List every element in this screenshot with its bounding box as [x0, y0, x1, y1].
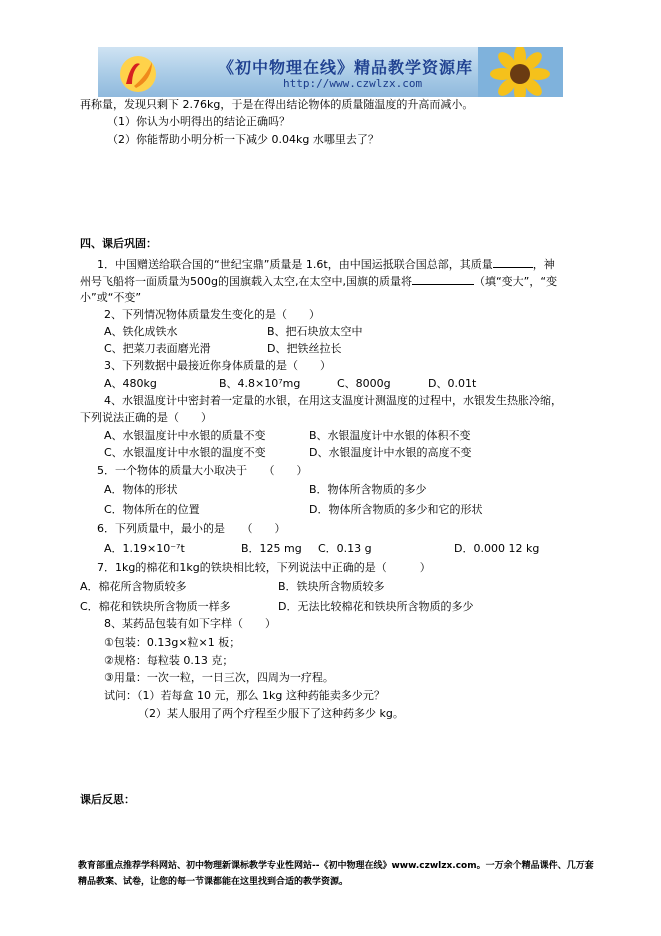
answer-blank[interactable]	[412, 273, 474, 285]
option: D、0.01t	[428, 377, 477, 390]
banner-title: 《初中物理在线》精品教学资源库	[218, 58, 474, 77]
option: C、把菜刀表面磨光滑	[104, 342, 211, 355]
text-line: ③用量：一次一粒，一日三次，四周为一疗程。	[104, 671, 334, 684]
answer-blank[interactable]	[493, 256, 533, 268]
question-4: 4、水银温度计中密封着一定量的水银，在用这支温度计测温度的过程中，水银发生热胀冷缩，	[104, 394, 562, 407]
option: D．物体所含物质的多少和它的形状	[309, 503, 483, 516]
option: D．0.000 12 kg	[454, 542, 540, 555]
text-line: （2）你能帮助小明分析一下减少 0.04kg 水哪里去了？	[107, 133, 379, 146]
option: C、水银温度计中水银的温度不变	[104, 446, 266, 459]
option: A、铁化成铁水	[104, 325, 178, 338]
question-1-line3: 小”或“不变”	[80, 291, 142, 304]
text-line: （1）你认为小明得出的结论正确吗？	[107, 115, 290, 128]
question-text: 1．中国赠送给联合国的“世纪宝鼎”质量是 1.6t，由中国运抵联合国总部，其质量	[97, 258, 493, 271]
banner-url[interactable]: http://www.czwlzx.com	[283, 77, 423, 90]
question-8: 8、某药品包装有如下字样（ ）	[104, 617, 276, 630]
question-1-line2	[80, 273, 557, 289]
question-6: 6．下列质量中，最小的是 （ ）	[97, 522, 286, 535]
option: B、4.8×10⁷mg	[219, 377, 301, 390]
question-3: 3、下列数据中最接近你身体质量的是（ ）	[104, 359, 331, 372]
text-line: 再称量，发现只剩下 2.76kg，于是在得出结论物体的质量随温度的升高而减小。	[80, 98, 474, 111]
option: A．1.19×10⁻⁷t	[104, 542, 185, 555]
option: A、480kg	[104, 377, 157, 390]
option: D、水银温度计中水银的高度不变	[309, 446, 472, 459]
option: B、把石块放太空中	[267, 325, 363, 338]
question-text: 州号飞船将一面质量为500g的国旗载入太空,在太空中,国旗的质量将	[80, 275, 412, 288]
option: D．无法比较棉花和铁块所含物质的多少	[278, 600, 474, 613]
option: B、水银温度计中水银的体积不变	[309, 429, 471, 442]
option: C、8000g	[337, 377, 391, 390]
reflection-heading: 课后反思：	[80, 793, 135, 806]
header-banner	[98, 47, 563, 97]
option: A．物体的形状	[104, 483, 178, 496]
question-1	[97, 256, 555, 272]
option: B．铁块所含物质较多	[278, 580, 385, 593]
option: B．物体所含物质的多少	[309, 483, 427, 496]
section-heading: 四、课后巩固：	[80, 237, 157, 250]
question-text: （填“变大”，“变	[473, 275, 558, 288]
option: C．物体所在的位置	[104, 503, 200, 516]
text-line: ①包装：0.13g×粒×1 板；	[104, 636, 241, 649]
question-7: 7．1kg的棉花和1kg的铁块相比较，下列说法中正确的是（ ）	[97, 561, 431, 574]
text-line: 试问：（1）若每盒 10 元，那么 1kg 这种药能卖多少元？	[104, 689, 385, 702]
option: A、水银温度计中水银的质量不变	[104, 429, 266, 442]
text-line: ②规格：每粒装 0.13 克；	[104, 654, 234, 667]
question-5: 5．一个物体的质量大小取决于 （ ）	[97, 464, 308, 477]
sunflower-icon	[478, 47, 563, 97]
option: A．棉花所含物质较多	[80, 580, 187, 593]
option: C．0.13 g	[318, 542, 372, 555]
question-text: ，神	[532, 258, 555, 271]
option: B．125 mg	[241, 542, 302, 555]
site-logo-icon	[118, 54, 158, 94]
footer-note: 教育部重点推荐学科网站、初中物理新课标教学专业性网站--《初中物理在线》www.czwlzx.com。一万余个精品课件、几万套精品教案、试卷，让您的每一节课都能在这里找到合适的教学资源。	[78, 861, 594, 887]
question-2: 2、下列情况物体质量发生变化的是（ ）	[104, 308, 320, 321]
option: C．棉花和铁块所含物质一样多	[80, 600, 231, 613]
text-line: （2）某人服用了两个疗程至少服下了这种药多少 kg。	[138, 707, 404, 720]
option: D、把铁丝拉长	[267, 342, 342, 355]
question-4-line2: 下列说法正确的是（ ）	[80, 411, 212, 424]
